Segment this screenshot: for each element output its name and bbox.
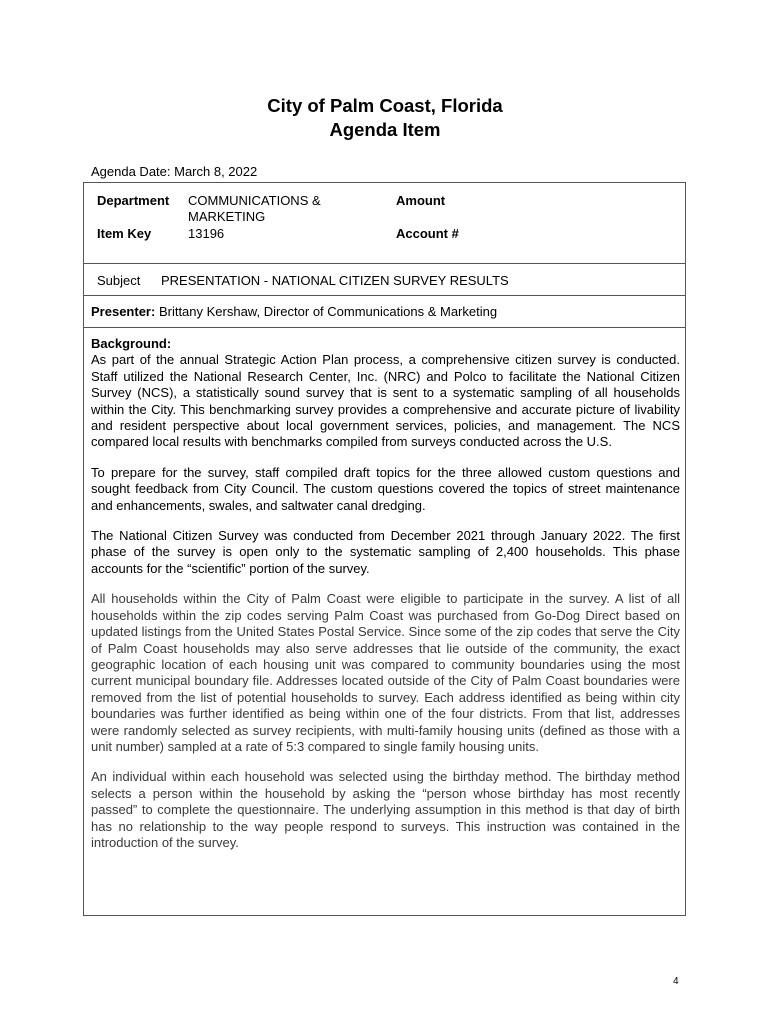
department-value: COMMUNICATIONS & MARKETING xyxy=(188,193,321,224)
subject-section xyxy=(83,264,686,296)
background-heading: Background: xyxy=(91,336,172,351)
page-subtitle: Agenda Item xyxy=(329,119,441,140)
presenter-section xyxy=(83,296,686,328)
background-paragraph: An individual within each household was selected using the birthday method. The birthday method selects a person within the household by asking the “person whose birthday has most recently passed” to complete the questionnaire. The underlying assumption in this method is that day of birth has no relationship to the way people respond to surveys. This instruction was contained in the introduction of the survey. xyxy=(91,769,680,850)
agenda-date: Agenda Date: March 8, 2022 xyxy=(91,164,258,179)
item-key-label: Item Key xyxy=(97,226,152,241)
account-label: Account # xyxy=(396,226,459,241)
background-paragraph: All households within the City of Palm Coast were eligible to participate in the survey. A list of all households within the zip codes serving Palm Coast was purchased from Go-Dog Direct based on updated listings from the United States Postal Service. Since some of the zip codes that serve the City of Palm Coast households may also serve addresses that lie outside of the community, the exact geographic location of each housing unit was compared to community boundaries using the most current municipal boundary file. Addresses located outside of the City of Palm Coast boundaries were removed from the list of potential households to survey. Each address identified as being within city boundaries was further identified as being within one of the four districts. From that list, addresses were randomly selected as survey recipients, with multi-family housing units (defined as those with a unit number) sampled at a rate of 5:3 compared to single family housing units. xyxy=(91,591,680,754)
presenter-value: Brittany Kershaw, Director of Communications & Marketing xyxy=(158,304,498,319)
background-section xyxy=(83,328,686,916)
department-label: Department xyxy=(97,193,170,208)
presenter-label: Presenter: xyxy=(91,304,156,319)
amount-label: Amount xyxy=(396,193,446,208)
subject-value: PRESENTATION - NATIONAL CITIZEN SURVEY RESULTS xyxy=(161,273,509,288)
page-number: 4 xyxy=(673,976,679,987)
item-key-value: 13196 xyxy=(188,226,225,241)
details-section xyxy=(83,182,686,264)
background-paragraph: As part of the annual Strategic Action Plan process, a comprehensive citizen survey is conducted. Staff utilized the National Research Center, Inc. (NRC) and Polco to facilitate the National Citizen Survey (NCS), a statistically sound survey that is sent to a systematic sampling of all households within the City. This benchmarking survey provides a comprehensive and accurate picture of livability and resident perspective about local government services, policies, and management. The NCS compared local results with benchmarks compiled from surveys conducted across the U.S. xyxy=(91,352,680,450)
subject-label: Subject xyxy=(97,273,141,288)
page-title: City of Palm Coast, Florida xyxy=(267,95,503,116)
presenter-line xyxy=(91,304,497,319)
background-paragraph: To prepare for the survey, staff compiled draft topics for the three allowed custom questions and sought feedback from City Council. The custom questions covered the topics of street maintenance and enhancements, swales, and saltwater canal dredging. xyxy=(91,464,680,513)
background-paragraph: The National Citizen Survey was conducted from December 2021 through January 2022. The first phase of the survey is open only to the systematic sampling of 2,400 households. This phase accounts for the “scientific” portion of the survey. xyxy=(91,528,680,576)
